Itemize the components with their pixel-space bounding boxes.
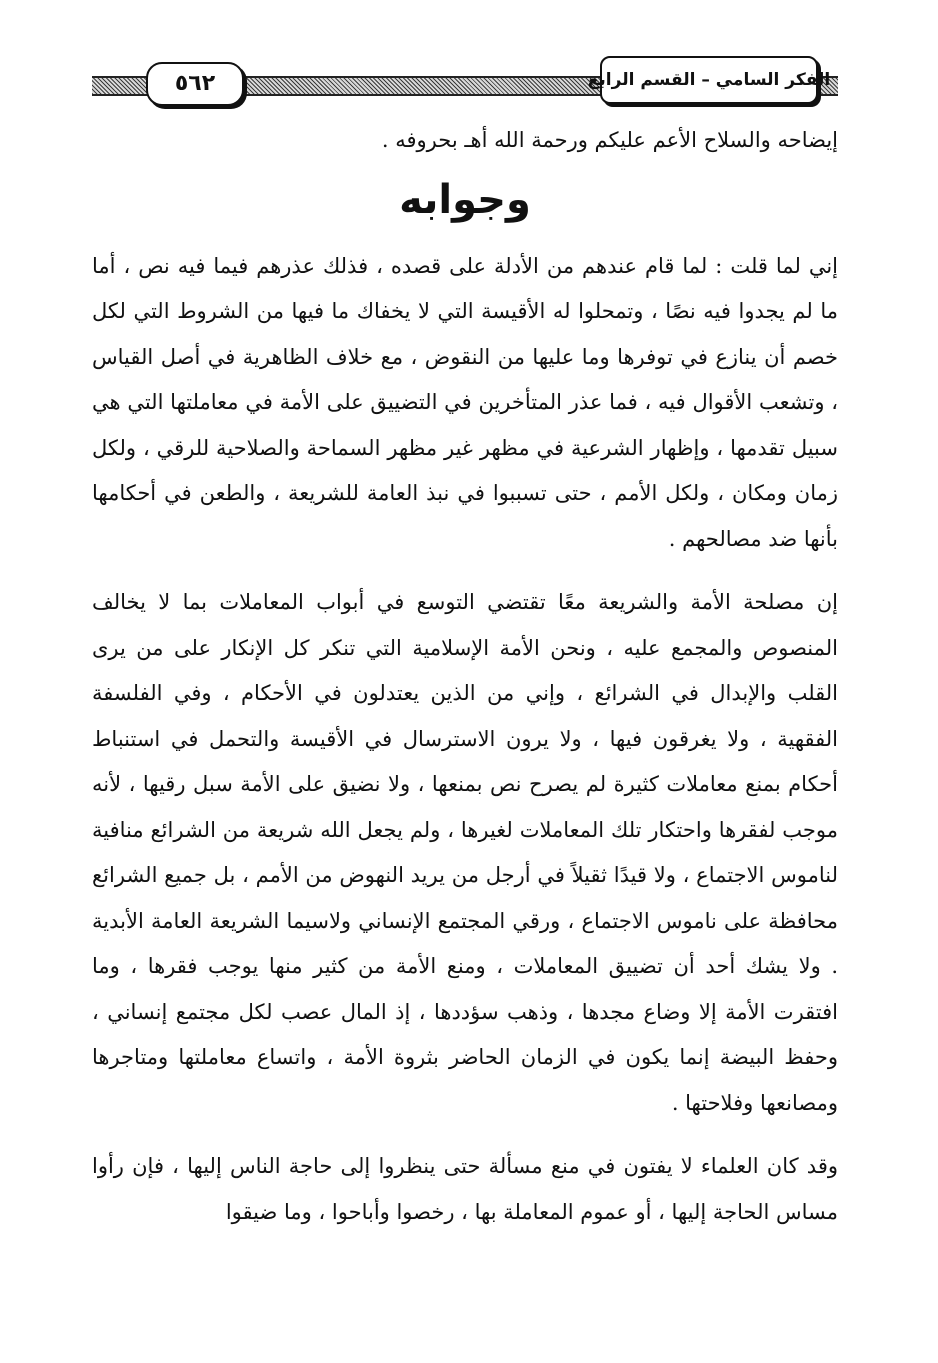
intro-line: إيضاحه والسلاح الأعم عليكم ورحمة الله أهـ بحروفه . <box>381 128 838 152</box>
paragraph-3: وقد كان العلماء لا يفتون في منع مسألة حتى ينظروا إلى حاجة الناس إليها ، فإن رأوا مساس الحاجة إليها ، أو عموم المعاملة بها ، رخصوا وأباحوا ، وما ضيقوا <box>92 1154 838 1224</box>
running-header <box>92 52 838 112</box>
paragraph-2: إن مصلحة الأمة والشريعة معًا تقتضي التوسع في أبواب المعاملات بما لا يخالف المنصوص والمجمع عليه ، ونحن الأمة الإسلامية التي تنكر كل الإنكار على من يرى القلب والإبدال في الشرائع ، وإني من الذين يعتدلون في الأحكام ، وفي الفلسفة الفقهية ، ولا يغرقون فيها ، ولا يرون الاسترسال في الأقيسة والتحمل في استنباط أحكام بمنع معاملات كثيرة لم يصرح نص بمنعها ، ولا نضيق على الأمة سبل رقيها ، لأنه موجب لفقرها واحتكار تلك المعاملات لغيرها ، ولم يجعل الله شريعة من الشرائع منافية لناموس الاجتماع ، ولا قيدًا ثقيلاً في أرجل من يريد النهوض من الأمم ، بل جميع الشرائع محافظة على ناموس الاجتماع ، ورقي المجتمع الإنساني ولاسيما الشريعة العامة الأبدية . ولا يشك أحد أن تضييق المعاملات ، ومنع الأمة من كثير منها يوجب فقرها ، وما افتقرت الأمة إلا وضاع مجدها ، وذهب سؤددها ، إذ المال عصب لكل مجتمع إنساني ، وحفظ البيضة إنما يكون في الزمان الحاضر بثروة الأمة ، واتساع معاملتها ومتاجرها ومصانعها وفلاحتها . <box>92 590 838 1115</box>
paragraph-1: إني لما قلت : لما قام عندهم من الأدلة على قصده ، فذلك عذرهم فيما فيه نص ، أما ما لم يجدوا فيه نصًا ، وتمحلوا له الأقيسة التي لا يخفاك ما فيها من الشروط التي لكل خصم أن ينازع في توفرها وما عليها من النقوض ، مع خلاف الظاهرية في أصل القياس ، وتشعب الأقوال فيه ، فما عذر المتأخرين في التضييق على الأمة في معاملتها التي هي سبيل تقدمها ، وإظهار الشرعية في مظهر غير مظهر السماحة والصلاحية للرقي ، ولكل زمان ومكان ، ولكل الأمم ، حتى تسببوا في نبذ العامة للشريعة ، والطعن في أحكامها بأنها ضد مصالحهم . <box>92 253 838 551</box>
running-title: الفكر السامي – القسم الرابع <box>600 56 818 104</box>
page-number: ٥٦٢ <box>146 62 244 106</box>
section-heading: وجوابه <box>399 176 531 223</box>
page-body <box>92 118 838 1235</box>
